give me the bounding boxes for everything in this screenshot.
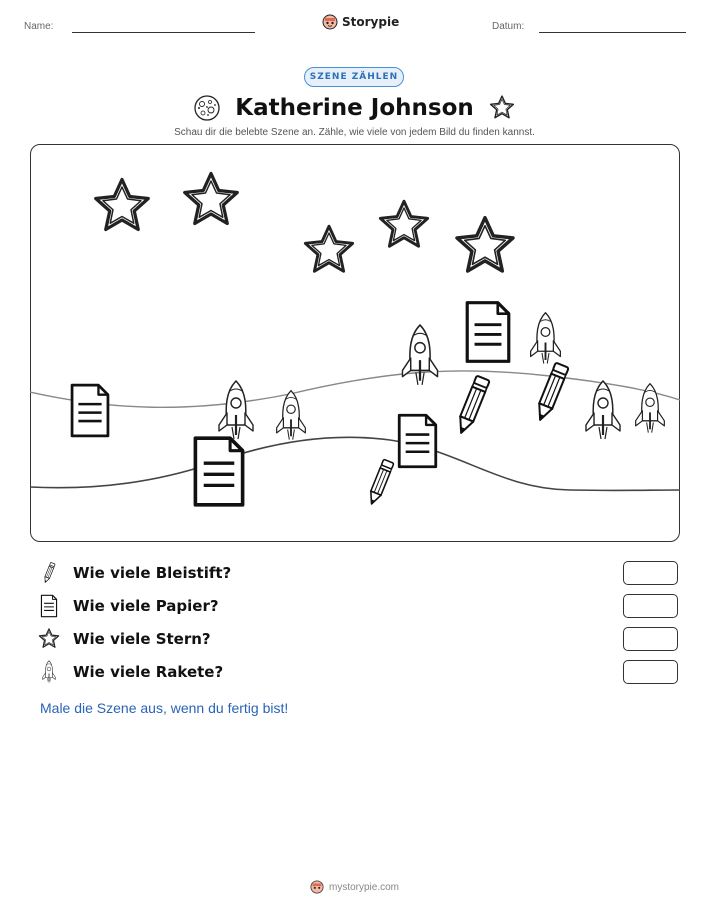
name-label: Name: [24, 21, 54, 32]
question-text: Wie viele Bleistift? [73, 564, 232, 582]
question-text: Wie viele Stern? [73, 630, 211, 648]
scene-star [457, 218, 513, 271]
question-text: Wie viele Papier? [73, 597, 219, 615]
scene-rocket [636, 384, 665, 433]
storypie-mascot-icon [322, 14, 338, 30]
activity-badge: SZENE ZÄHLEN [304, 67, 404, 87]
date-line[interactable] [539, 32, 686, 33]
scene-paper [195, 438, 242, 505]
scene-rocket [219, 381, 253, 439]
coloring-instruction: Male die Szene aus, wenn du fertig bist! [40, 700, 289, 716]
answer-box-star[interactable] [623, 627, 678, 651]
question-row-paper [38, 592, 678, 620]
scene-rocket [277, 391, 306, 440]
answer-box-rocket[interactable] [623, 660, 678, 684]
scene-paper [72, 385, 108, 436]
scene-pencil [534, 363, 569, 423]
scene-rocket [531, 313, 561, 364]
scene-star [380, 201, 427, 246]
scene-paper [467, 303, 509, 362]
pencil-icon [38, 561, 60, 585]
question-row-star [38, 625, 678, 653]
answer-box-paper[interactable] [623, 594, 678, 618]
subtitle: Schau dir die belebte Szene an. Zähle, wie viele von jedem Bild du finden kannst. [174, 127, 535, 138]
scene-star [185, 174, 238, 224]
scene-paper [399, 415, 436, 467]
question-row-pencil [38, 559, 678, 587]
moon-icon [193, 94, 221, 122]
scene-star [96, 180, 149, 230]
date-label: Datum: [492, 21, 525, 32]
scene-pencil [366, 459, 393, 506]
brand-name: Storypie [342, 15, 400, 29]
scene-rocket [402, 325, 437, 385]
star-icon [38, 627, 60, 651]
title-row [0, 92, 709, 124]
page-title: Katherine Johnson [235, 95, 474, 121]
star-icon [488, 94, 516, 122]
storypie-mascot-icon [310, 880, 324, 894]
front-hill-line [30, 437, 680, 490]
question-row-rocket [38, 658, 678, 686]
footer [0, 880, 709, 894]
scene-pencil [455, 376, 490, 436]
answer-box-pencil[interactable] [623, 561, 678, 585]
question-text: Wie viele Rakete? [73, 663, 224, 681]
scene-star [305, 226, 352, 271]
brand-logo [322, 14, 399, 30]
busy-scene [30, 144, 680, 542]
rocket-icon [38, 660, 60, 684]
back-hill-line [30, 371, 680, 407]
name-line[interactable] [72, 32, 255, 33]
footer-url: mystorypie.com [328, 881, 399, 893]
scene-rocket [586, 381, 620, 439]
paper-icon [38, 594, 60, 618]
